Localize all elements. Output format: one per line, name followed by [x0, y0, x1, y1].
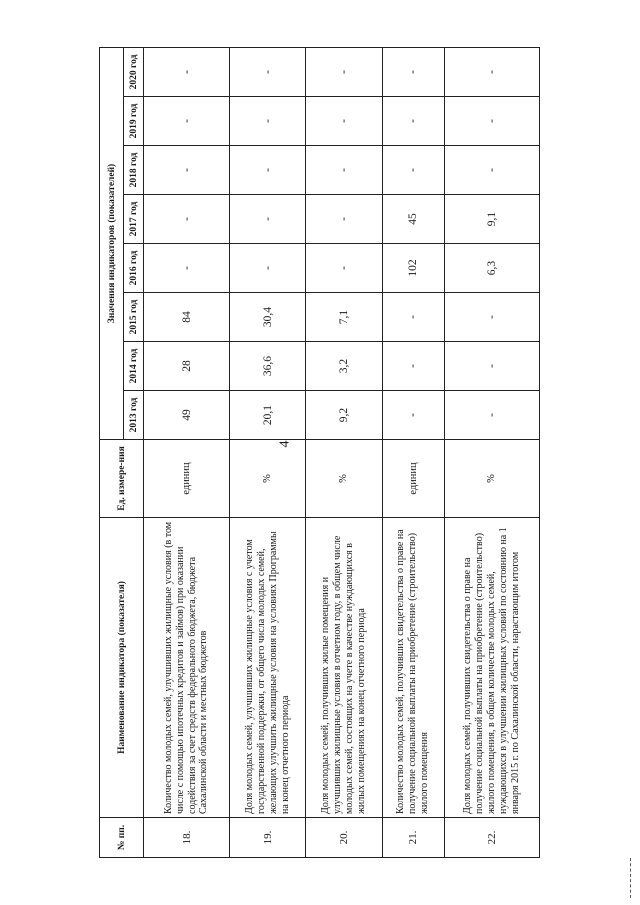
value-cell: -	[382, 391, 444, 440]
rotated-sheet	[99, 48, 540, 858]
header-name: Наименование индикатора (показателя)	[100, 518, 144, 818]
value-cell: 49	[144, 391, 230, 440]
header-unit: Ед. измере-ния	[100, 440, 144, 518]
value-cell: -	[444, 146, 539, 195]
table-row	[382, 47, 444, 857]
row-number: 18.	[144, 818, 230, 858]
value-cell: -	[382, 47, 444, 96]
value-cell: -	[306, 195, 382, 244]
table-row	[306, 47, 382, 857]
value-cell: -	[230, 97, 306, 146]
value-cell: 9,1	[444, 195, 539, 244]
value-cell: -	[382, 146, 444, 195]
value-cell: -	[144, 47, 230, 96]
unit-cell: %	[230, 440, 306, 518]
value-cell: -	[230, 146, 306, 195]
unit-cell: единиц	[382, 440, 444, 518]
value-cell: -	[444, 391, 539, 440]
value-cell: -	[306, 244, 382, 293]
value-cell: 84	[144, 293, 230, 342]
value-cell: -	[230, 244, 306, 293]
header-year: 2013 год	[124, 391, 144, 440]
page-number: 4	[277, 440, 293, 448]
table-row	[230, 47, 306, 857]
header-year: 2014 год	[124, 342, 144, 391]
header-year: 2020 год	[124, 47, 144, 96]
row-number: 21.	[382, 818, 444, 858]
value-cell: 3,2	[306, 342, 382, 391]
value-cell: 6,3	[444, 244, 539, 293]
header-year: 2015 год	[124, 293, 144, 342]
row-number: 19.	[230, 818, 306, 858]
value-cell: -	[144, 97, 230, 146]
header-year: 2017 год	[124, 195, 144, 244]
value-cell: -	[444, 293, 539, 342]
value-cell: -	[144, 244, 230, 293]
value-cell: 45	[382, 195, 444, 244]
value-cell: -	[444, 97, 539, 146]
unit-cell: %	[306, 440, 382, 518]
header-values-group: Значения индикаторов (показателей)	[100, 47, 124, 439]
indicator-name: Доля молодых семей, получивших свидетельства о праве на получение социальной выплаты на приобретение (строительство) жилого помещения, в общем количестве молодых семей, нуждающихся в улучшении жилищных условий по состоянию на 1 января 2015 г. по Сахалинской области, нарастающим итогом	[444, 518, 539, 818]
value-cell: -	[444, 342, 539, 391]
value-cell: -	[144, 146, 230, 195]
indicator-name: Доля молодых семей, получивших жилые помещения и улучшивших жилищные условия в отчетном году, в общем числе молодых семей, состоящих на учете в качестве нуждающихся в жилых помещениях на конец отчетного периода	[306, 518, 382, 818]
value-cell: -	[230, 195, 306, 244]
value-cell: 102	[382, 244, 444, 293]
value-cell: -	[306, 146, 382, 195]
value-cell: 20,1	[230, 391, 306, 440]
indicator-name: Количество молодых семей, улучшивших жилищные условия (в том числе с помощью ипотечных кредитов и займов) при оказании содействия за счет средств федерального бюджета, бюджета Сахалинской области и местных бюджетов	[144, 518, 230, 818]
header-year: 2016 год	[124, 244, 144, 293]
indicator-name: Количество молодых семей, получивших свидетельства о праве на получение социальной выплаты на приобретение (строительство) жилого помещения	[382, 518, 444, 818]
value-cell: -	[382, 342, 444, 391]
value-cell: -	[306, 97, 382, 146]
row-number: 22.	[444, 818, 539, 858]
header-year: 2018 год	[124, 146, 144, 195]
header-num: № пп.	[100, 818, 144, 858]
value-cell: 9,2	[306, 391, 382, 440]
unit-cell: единиц	[144, 440, 230, 518]
unit-cell: %	[444, 440, 539, 518]
table-row	[444, 47, 539, 857]
value-cell: -	[230, 47, 306, 96]
indicator-name: Доля молодых семей, улучшивших жилищные условия с учетом государственной поддержки, от общего числа молодых семей, желающих улучшить жилищные условия на условиях Программы на конец отчетного периода	[230, 518, 306, 818]
value-cell: -	[382, 293, 444, 342]
value-cell: -	[306, 47, 382, 96]
row-number: 20.	[306, 818, 382, 858]
value-cell: 30,4	[230, 293, 306, 342]
value-cell: -	[382, 97, 444, 146]
value-cell: 7,1	[306, 293, 382, 342]
scan-edge-mark	[630, 858, 633, 898]
header-year: 2019 год	[124, 97, 144, 146]
table-row	[144, 47, 230, 857]
value-cell: 36,6	[230, 342, 306, 391]
value-cell: -	[144, 195, 230, 244]
value-cell: -	[444, 47, 539, 96]
value-cell: 28	[144, 342, 230, 391]
indicators-table	[99, 47, 540, 858]
